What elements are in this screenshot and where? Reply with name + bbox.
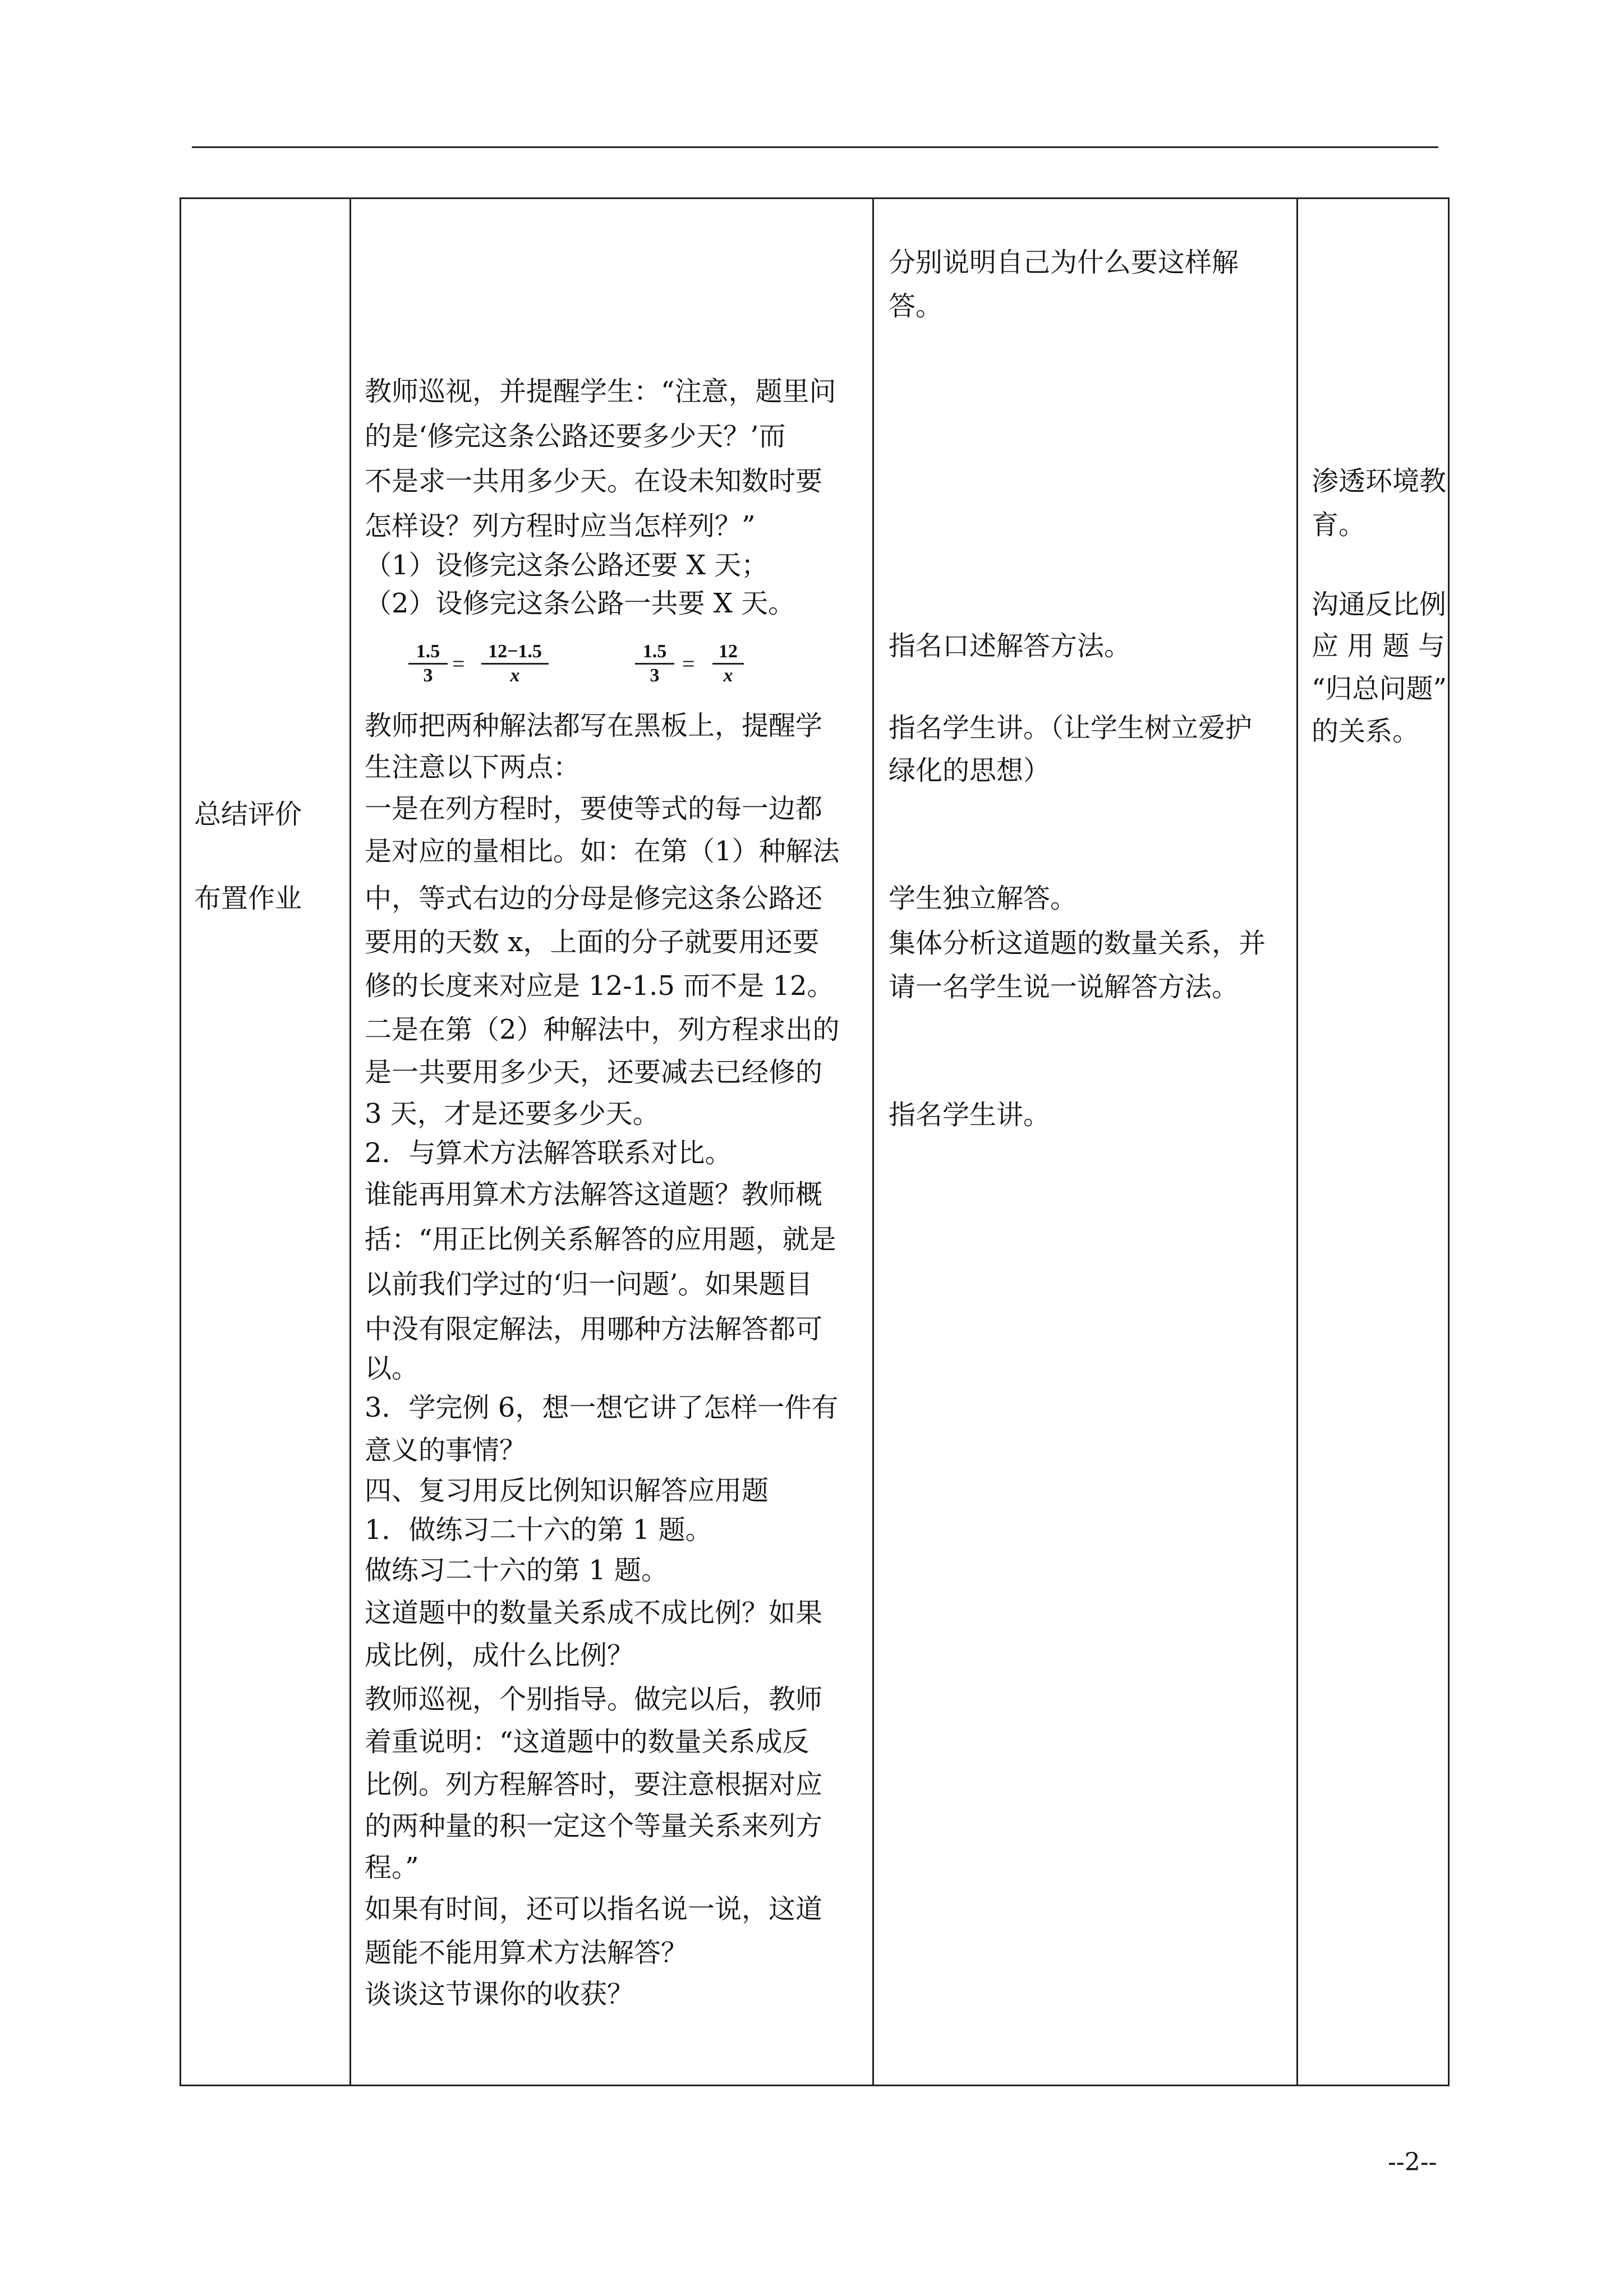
- text-line: 请一名学生说一说解答方法。: [889, 971, 1239, 1003]
- text-line: 比例。列方程解答时，要注意根据对应: [365, 1769, 823, 1800]
- stage-label-homework: 布置作业: [194, 883, 302, 914]
- text-line: 的是‘修完这条公路还要多少天？’而: [365, 421, 786, 452]
- text-line: 应 用 题 与: [1312, 630, 1445, 662]
- text-line: 渗透环境教: [1312, 465, 1447, 497]
- text-line: 育。: [1312, 509, 1366, 541]
- header-rule: [192, 146, 1438, 148]
- text-line: 教师巡视，个别指导。做完以后，教师: [365, 1684, 823, 1715]
- text-line: 3 天，才是还要多少天。: [365, 1098, 660, 1129]
- text-line: 2．与算术方法解答联系对比。: [365, 1137, 732, 1169]
- text-line: 四、复习用反比例知识解答应用题: [365, 1475, 769, 1506]
- denominator: 3: [423, 665, 433, 686]
- text-line: 集体分析这道题的数量关系，并: [889, 928, 1266, 959]
- denominator: 3: [650, 665, 660, 686]
- text-line: 怎样设？列方程时应当怎样列？”: [365, 510, 756, 542]
- text-line: 是对应的量相比。如：在第（1）种解法: [365, 836, 840, 867]
- text-line: 指名学生讲。（让学生树立爱护: [889, 712, 1253, 744]
- fraction-lhs: [635, 640, 674, 687]
- numerator: 1.5: [635, 640, 674, 665]
- text-line: 学生独立解答。: [889, 883, 1078, 914]
- fraction-lhs: [408, 640, 448, 687]
- text-line: 这道题中的数量关系成不成比例？如果: [365, 1597, 823, 1629]
- text-line: 一是在列方程时，要使等式的每一边都: [365, 793, 823, 824]
- column-divider-2: [872, 199, 874, 2085]
- denominator: x: [723, 665, 733, 686]
- equals-sign: =: [452, 651, 465, 676]
- stage-label-summary: 总结评价: [194, 799, 302, 830]
- text-line: 谁能再用算术方法解答这道题？教师概: [365, 1179, 823, 1210]
- text-line: 以。: [365, 1353, 419, 1384]
- equals-sign: =: [682, 651, 695, 676]
- text-line: 意义的事情？: [365, 1435, 527, 1466]
- text-line: 着重说明：“这道题中的数量关系成反: [365, 1726, 809, 1758]
- text-line: （2）设修完这条公路一共要 X 天。: [365, 588, 795, 619]
- text-line: 的关系。: [1312, 716, 1420, 747]
- column-divider-3: [1296, 199, 1298, 2085]
- text-line: 答。: [889, 291, 943, 322]
- text-line: 修的长度来对应是 12-1.5 而不是 12。: [365, 970, 834, 1002]
- text-line: 1．做练习二十六的第 1 题。: [365, 1514, 712, 1546]
- fraction-rhs: [481, 640, 549, 687]
- text-line: 谈谈这节课你的收获？: [365, 1979, 634, 2010]
- numerator: 12−1.5: [481, 640, 549, 665]
- text-line: 生注意以下两点：: [365, 751, 581, 783]
- text-line: 程。”: [365, 1852, 419, 1883]
- text-line: 指名口述解答方法。: [889, 630, 1131, 662]
- numerator: 1.5: [408, 640, 448, 665]
- page-number: --2--: [1388, 2148, 1437, 2177]
- text-line: 如果有时间，还可以指名说一说，这道: [365, 1893, 823, 1925]
- text-line: 绿化的思想）: [889, 755, 1051, 786]
- text-line: 指名学生讲。: [889, 1099, 1051, 1131]
- column-divider-1: [349, 199, 351, 2085]
- text-line: 教师把两种解法都写在黑板上，提醒学: [365, 710, 823, 741]
- text-line: 以前我们学过的‘归一问题’。如果题目: [365, 1269, 813, 1300]
- text-line: 分别说明自己为什么要这样解: [889, 247, 1239, 278]
- text-line: 教师巡视，并提醒学生：“注意，题里问: [365, 376, 836, 407]
- text-line: 不是求一共用多少天。在设未知数时要: [365, 465, 823, 497]
- text-line: 做练习二十六的第 1 题。: [365, 1555, 669, 1586]
- denominator: x: [510, 665, 520, 686]
- text-line: （1）设修完这条公路还要 X 天；: [365, 550, 769, 581]
- text-line: 是一共要用多少天，还要减去已经修的: [365, 1057, 823, 1088]
- text-line: 要用的天数 x，上面的分子就要用还要: [365, 926, 820, 958]
- text-line: “归总问题”: [1312, 673, 1447, 704]
- text-line: 中，等式右边的分母是修完这条公路还: [365, 883, 823, 914]
- numerator: 12: [712, 640, 744, 665]
- text-line: 成比例，成什么比例？: [365, 1640, 634, 1671]
- text-line: 3．学完例 6，想一想它讲了怎样一件有: [365, 1392, 839, 1423]
- text-line: 题能不能用算术方法解答？: [365, 1937, 688, 1968]
- text-line: 的两种量的积一定这个等量关系来列方: [365, 1810, 823, 1842]
- text-line: 沟通反比例: [1312, 589, 1447, 620]
- text-line: 括：“用正比例关系解答的应用题，就是: [365, 1224, 836, 1255]
- fraction-rhs: [712, 640, 744, 687]
- text-line: 二是在第（2）种解法中，列方程求出的: [365, 1014, 840, 1045]
- text-line: 中没有限定解法，用哪种方法解答都可: [365, 1313, 823, 1345]
